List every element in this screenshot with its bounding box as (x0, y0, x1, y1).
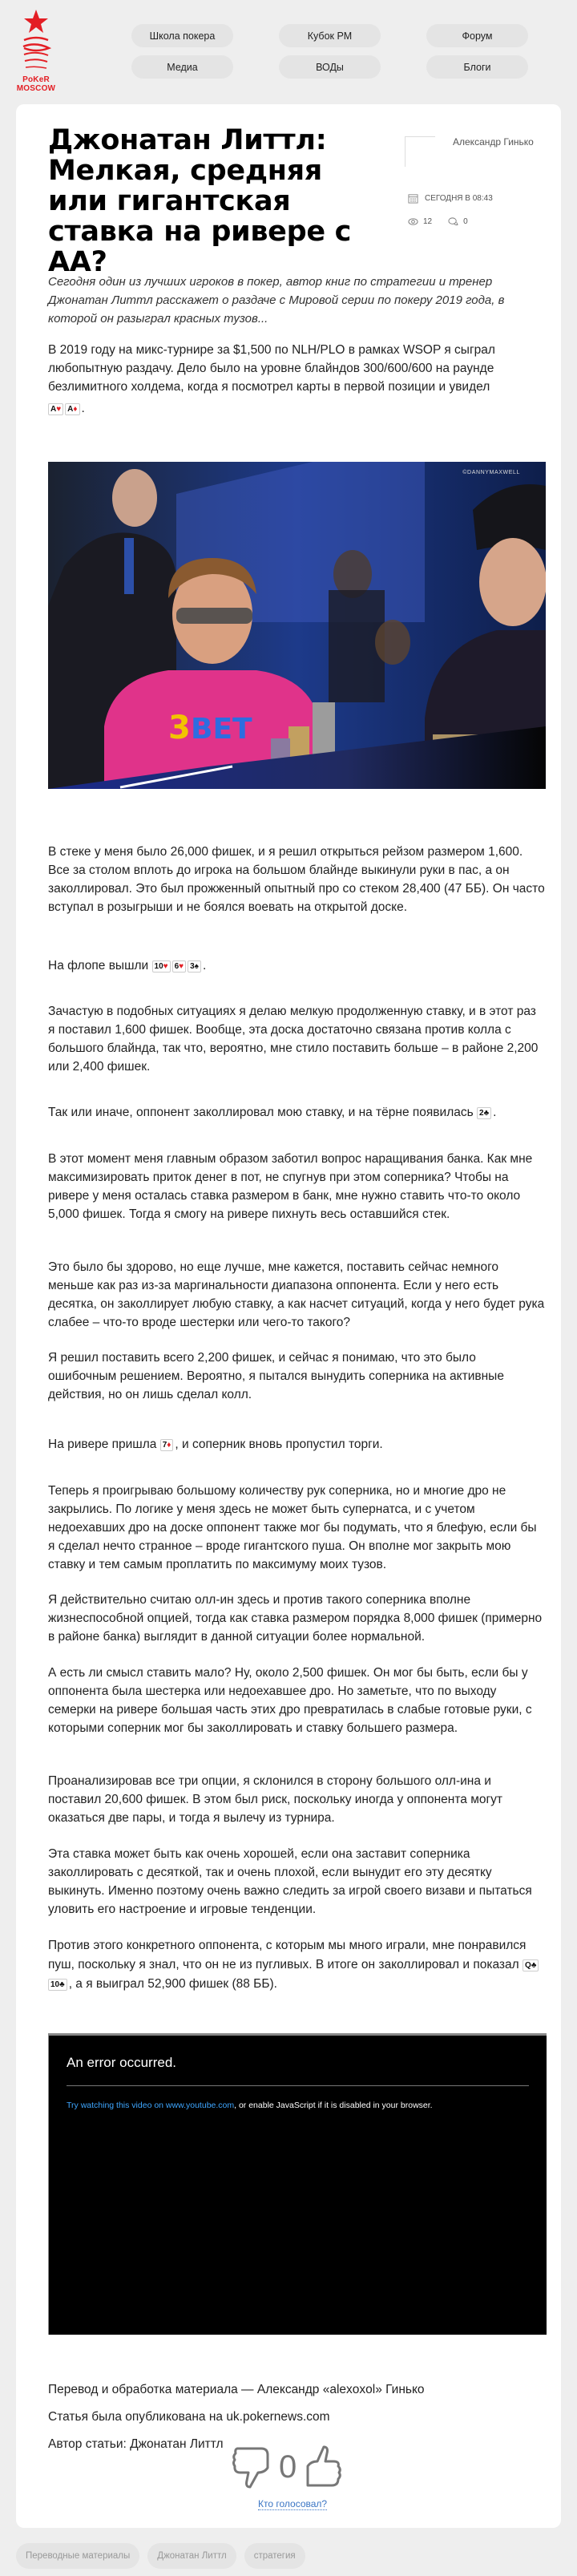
tag-jonathan-little[interactable]: Джонатан Литтл (147, 2543, 236, 2569)
youtube-embed[interactable] (48, 2033, 547, 2335)
youtube-link[interactable]: Try watching this video on www.youtube.com (67, 2101, 235, 2110)
paragraph-text: Так или иначе, оппонент заколлировал мою ставку, и на тёрне появилась (48, 1106, 474, 1119)
logo-text: PoKeR MOSCOW (16, 75, 56, 93)
thumbs-up-icon[interactable] (303, 2445, 343, 2489)
river-line (48, 1435, 545, 1454)
comments-count[interactable]: 0 (463, 217, 468, 226)
vote-widget (232, 2445, 343, 2489)
paragraph: А есть ли смысл ставить мало? Ну, около 2,500 фишек. Он мог бы быть, если бы у оппонента была шестерка или недоехавшее дро. Но заметьте, что по выходу семерки на ривере большая часть этих дро превратилась в слабые готовые руки, с которыми соперник мог бы заколлировать и ставку большего размера. (48, 1666, 532, 1735)
nav-school[interactable]: Школа покера (131, 24, 233, 47)
card-chip: A♥ (48, 403, 63, 415)
card-chip: Q♣ (523, 1959, 539, 1971)
card-chip: 10♥ (152, 960, 171, 973)
nav-vods[interactable]: ВОДы (279, 55, 381, 79)
author-name[interactable]: Александр Гинько (453, 136, 534, 148)
svg-text:3: 3 (168, 710, 191, 746)
card-chip: A♦ (65, 403, 79, 415)
article-title: Джонатан Литтл: Мелкая, средняя или гигантская ставка на ривере с АА? (48, 124, 352, 278)
vote-count: 0 (279, 2449, 297, 2485)
thumbs-down-icon[interactable] (232, 2445, 272, 2489)
card-chip: 6♥ (172, 960, 187, 973)
views-count: 12 (423, 217, 433, 226)
article-photo (48, 462, 546, 789)
nav-forum[interactable]: Форум (426, 24, 528, 47)
poker-player-photo (48, 462, 546, 789)
card-chip: 10♣ (48, 1979, 67, 1991)
paragraph-text: На ривере пришла (48, 1438, 157, 1451)
card-chip: 7♦ (160, 1439, 174, 1451)
nav-blogs[interactable]: Блоги (426, 55, 528, 79)
nav-media[interactable]: Медиа (131, 55, 233, 79)
poker-moscow-logo-icon (16, 6, 56, 75)
paragraph-text: , и соперник вновь пропустил торги. (175, 1438, 383, 1451)
site-logo[interactable] (16, 6, 56, 95)
paragraph: Теперь я проигрываю большому количеству рук соперника, но и многие дро не закрылись. По логике у меня здесь не может быть супернатса, и с учетом недоехавших дро на доске оппонент также мог бы подумать, что я блефую, если бы я сделал нечто странное – вроде гигантского пуша. Он вполне мог закрыть мою ставку и тем самым проплатить по максимуму моих тузов. (48, 1484, 537, 1571)
eye-icon (408, 216, 418, 227)
paragraph: Это было бы здорово, но еще лучше, мне кажется, поставить сейчас немного меньше как раз из-за маргинальности диапазона оппонента. Если у него есть десятка, он заколлирует любую ставку, а как насчет ситуаций, когда у него будет рука слабее – что-то вроде шестерки или чего-то такого? (48, 1260, 545, 1329)
paragraph-text: Против этого конкретного оппонента, с которым мы много играли, мне понравился пуш, поскольку я знал, что он не из пугливых. В итоге он заколлировал и показал (48, 1939, 527, 1971)
divider (67, 2085, 529, 2086)
video-error-message (67, 2099, 523, 2112)
article-stats (408, 216, 468, 227)
paragraph: В этот момент меня главным образом заботил вопрос наращивания банка. Как мне максимизировать приток денег в пот, не спугнув при этом соперника? Чтобы на ривере у меня осталась ставка размером в банк, мне нужно ставить что-то около 5,000 фишек. Тогда я смогу на ривере пихнуть весь оставшийся стек. (48, 1152, 533, 1221)
article-lead: Сегодня один из лучших игроков в покер, автор книг по стратегии и тренер Джонатан Литтл расскажет о раздаче с Мировой серии по покеру 2019 года, в которой он разыграл красных тузов... (48, 275, 505, 326)
who-voted-link[interactable]: Кто голосовал? (258, 2498, 328, 2509)
card-chip: 3♠ (188, 960, 201, 973)
original-author: Автор статьи: Джонатан Литтл (48, 2437, 224, 2451)
video-error-title: An error occurred. (67, 2055, 176, 2070)
comments-icon[interactable] (448, 216, 458, 227)
paragraph: Я действительно считаю олл-ин здесь и против такого соперника вполне жизнеспособной опцией, тогда как ставка размером порядка 8,000 фишек (примерно в районе банка) выглядит в данной ситуации более нормальной. (48, 1593, 543, 1644)
card-chip: 2♣ (477, 1107, 491, 1119)
paragraph: Зачастую в подобных ситуациях я делаю мелкую продолженную ставку, и в этот раз я поставил 1,600 фишек. Вообще, эта доска достаточно связана против колла с большого блайнда, так что, вероятно, мне стило поставить больше – в районе 2,200 или 2,400 фишек. (48, 1005, 539, 1074)
flop-line: На флопе вышли 10♥ 6♥ 3♠ . (48, 959, 207, 973)
video-error-text: , or enable JavaScript if it is disabled in your browser. (234, 2101, 433, 2110)
paragraph-text: , а я выиграл 52,900 фишек (88 ББ). (68, 1977, 277, 1991)
date-text: СЕГОДНЯ В 08:43 (425, 194, 493, 203)
publish-date (408, 193, 493, 204)
showdown-paragraph (48, 1936, 545, 1994)
paragraph: Я решил поставить всего 2,200 фишек, и сейчас я понимаю, что это было ошибочным решением. Вероятно, я пытался вынудить соперника на активные действия, но он лишь сделал колл. (48, 1351, 504, 1401)
tag-strategy[interactable]: стратегия (244, 2543, 305, 2569)
tags (16, 2543, 305, 2569)
paragraph: В стеке у меня было 26,000 фишек, и я решил открыться рейзом размером 1,600. Все за столом вплоть до игрока на большом блайнде выкинули руки в пас, а он заколлировал. Это был прожженный опытный про со стеком 28,400 (47 ББ). Он часто вступал в розыгрыши и не боялся воевать на открытой доске. (48, 845, 545, 914)
svg-text:BET: BET (191, 713, 252, 746)
author-avatar[interactable] (405, 136, 435, 167)
tag-translated[interactable]: Переводные материалы (16, 2543, 139, 2569)
paragraph: Проанализировав все три опции, я склонился в сторону большого олл-ина и поставил 20,600 фишек. В этом был риск, поскольку иногда у оппонента могут оказаться две пары, и тогда я вылечу из турнира. (48, 1774, 502, 1825)
source-credit: Статья была опубликована на uk.pokernews.com (48, 2410, 330, 2424)
turn-line: Так или иначе, оппонент заколлировал мою ставку, и на тёрне появилась 2♣ . (48, 1106, 497, 1119)
calendar-icon (408, 193, 418, 204)
paragraph-text: На флопе вышли (48, 959, 149, 973)
paragraph-text: В 2019 году на микс-турнире за $1,500 по NLH/PLO в рамках WSOP я сыграл любопытную раздачу. Дело было на уровне блайндов 300/600/600 на раунде безлимитного холдема, когда я посмотрел карты в первой позиции и увидел (48, 343, 495, 394)
paragraph: Эта ставка может быть как очень хорошей, если она заставит соперника заколлировать с десяткой, так и очень плохой, если вынудит его эту десятку выкинуть. Именно поэтому очень важно следить за игрой своего визави и пытаться уловить его настроение и игровые тенденции. (48, 1847, 532, 1916)
hand-cards: A♥ A♦ . (48, 399, 545, 418)
photo-credit: ©DANNYMAXWELL (462, 470, 520, 475)
main-nav (131, 24, 532, 79)
translation-credit: Перевод и обработка материала — Александр «alexoxol» Гинько (48, 2383, 425, 2396)
nav-cup[interactable]: Кубок PM (279, 24, 381, 47)
paragraph-intro (48, 341, 545, 396)
